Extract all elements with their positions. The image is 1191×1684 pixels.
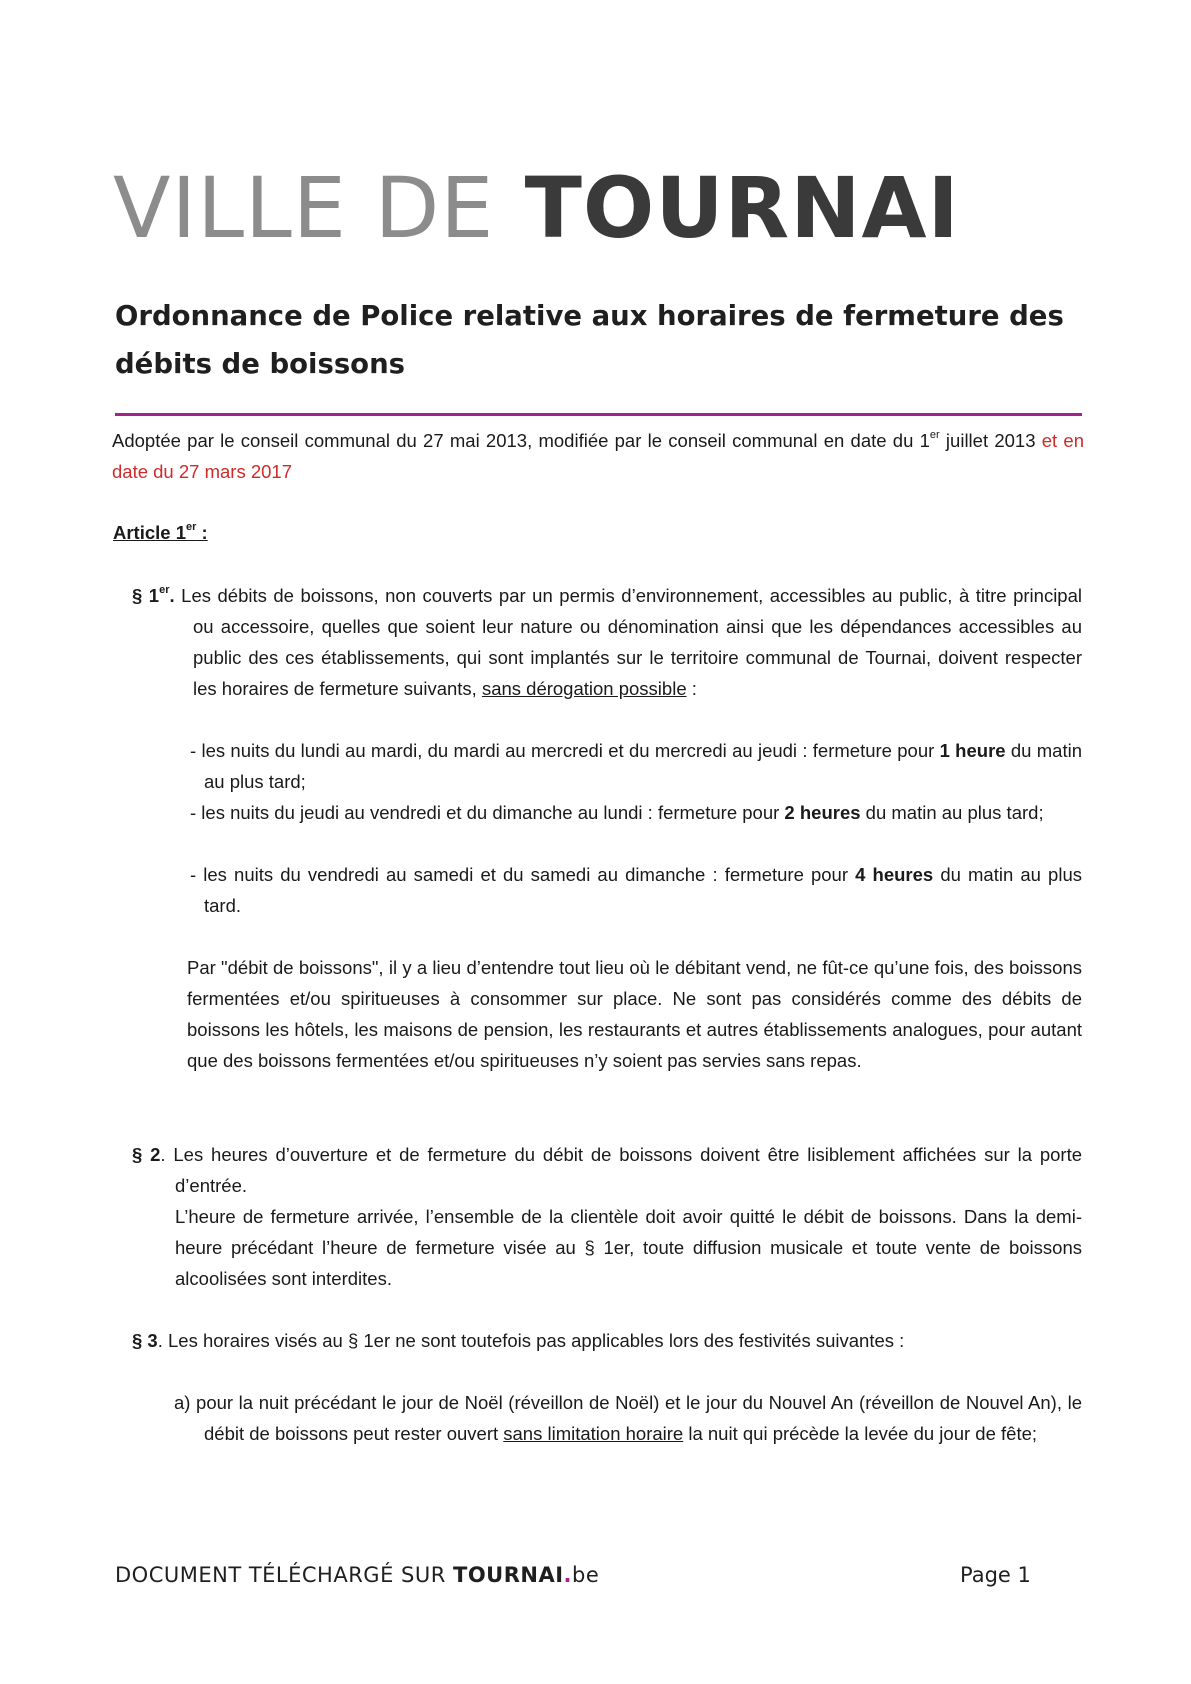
list-item-end: du matin au plus tard; [860, 802, 1044, 823]
footer-download-note [115, 1562, 599, 1588]
paragraph-1-emphasis: sans dérogation possible [481, 678, 687, 699]
item-a-text: a) pour la nuit précédant le jour de Noël (réveillon de Noël) et le jour du Nouvel An (réveillon de Nouvel An), le débit de boissons peut rester ouvert [174, 1392, 1082, 1444]
item-a-emphasis: sans limitation horaire [503, 1423, 684, 1444]
document-title [115, 292, 1075, 388]
masthead-light: VILLE DE [113, 159, 495, 257]
article-heading [113, 517, 208, 548]
adoption-text-2: juillet 2013 [939, 430, 1036, 451]
list-item [190, 797, 1082, 828]
list-item-hours: 4 heures [855, 864, 934, 885]
footer-suffix: be [572, 1563, 600, 1587]
list-item-hours: 2 heures [784, 802, 861, 823]
masthead-dark: TOURNAI [524, 159, 960, 257]
page-number: Page 1 [960, 1563, 1031, 1587]
paragraph-2-continued: L’heure de fermeture arrivée, l’ensemble de la clientèle doit avoir quitté le débit de boissons. Dans la demi-heure précédant l’heure de fermeture visée au § 1er, toute diffusion musicale et toute vente de boissons alcoolisées sont interdites. [175, 1206, 1082, 1289]
list-item [190, 735, 1082, 797]
title-line-2: débits de boissons [115, 348, 406, 380]
list-item-text: - les nuits du lundi au mardi, du mardi au mercredi et du mercredi au jeudi : fermeture pour [190, 740, 940, 761]
list-item-end: du matin au plus tard. [204, 864, 1082, 916]
paragraph-3-label: § 3 [132, 1330, 158, 1351]
paragraph-3-item-a [174, 1387, 1082, 1449]
adoption-text: Adoptée par le conseil communal du 27 mai 2013, modifiée par le conseil communal en date du 1 [112, 430, 930, 451]
paragraph-2-text: . Les heures d’ouverture et de fermeture du débit de boissons doivent être lisiblement affichées sur la porte d’entrée. [160, 1144, 1083, 1196]
footer-prefix: DOCUMENT TÉLÉCHARGÉ SUR [115, 1563, 453, 1587]
paragraph-3 [132, 1325, 1082, 1356]
masthead [113, 158, 960, 258]
item-a-end: la nuit qui précède la levée du jour de fête; [683, 1423, 1038, 1444]
list-item-text: - les nuits du jeudi au vendredi et du dimanche au lundi : fermeture pour [190, 802, 785, 823]
paragraph-1-text: Les débits de boissons, non couverts par un permis d’environnement, accessibles au public, à titre principal ou accessoire, quelles que soient leur nature ou dénomination ainsi que les dépendances accessibles au public des ces établissements, qui sont implantés sur le territoire communal de Tournai, doivent respecter les horaires de fermeture suivants, [174, 585, 1082, 699]
article-heading-colon: : [196, 522, 208, 543]
adoption-note [112, 425, 1084, 487]
paragraph-2 [132, 1139, 1083, 1201]
footer-brand: TOURNAI [453, 1563, 564, 1587]
definition-paragraph: Par "débit de boissons", il y a lieu d’entendre tout lieu où le débitant vend, ne fût-ce qu’une fois, des boissons fermentées et/ou spiritueuses à consommer sur place. Ne sont pas considérés comme des débits de boissons les hôtels, les maisons de pension, les restaurants et autres établissements analogues, pour autant que des boissons fermentées et/ou spiritueuses n’y soient pas servies sans repas. [187, 957, 1082, 1071]
adoption-sup: er [929, 428, 940, 441]
title-divider [115, 413, 1082, 416]
paragraph-2-label: § 2 [132, 1144, 161, 1165]
title-line-1: Ordonnance de Police relative aux horaires de fermeture des [115, 300, 1064, 332]
paragraph-1 [132, 580, 1082, 704]
paragraph-1-dot: . [169, 585, 175, 606]
list-item-hours: 1 heure [939, 740, 1006, 761]
adoption-amendment: et en date du 27 mars 2017 [112, 430, 1085, 482]
list-item-end: du matin au plus tard; [204, 740, 1082, 792]
paragraph-1-label: § 1 [132, 585, 160, 606]
footer-dot: . [563, 1563, 573, 1587]
article-heading-sup: er [186, 520, 197, 533]
paragraph-1-end: : [686, 678, 697, 699]
list-item [190, 859, 1082, 921]
list-item-text: - les nuits du vendredi au samedi et du samedi au dimanche : fermeture pour [190, 864, 856, 885]
paragraph-3-text: . Les horaires visés au § 1er ne sont toutefois pas applicables lors des festivités suivantes : [157, 1330, 905, 1351]
article-heading-text: Article 1 [113, 522, 187, 543]
paragraph-1-sup: er [159, 583, 170, 596]
